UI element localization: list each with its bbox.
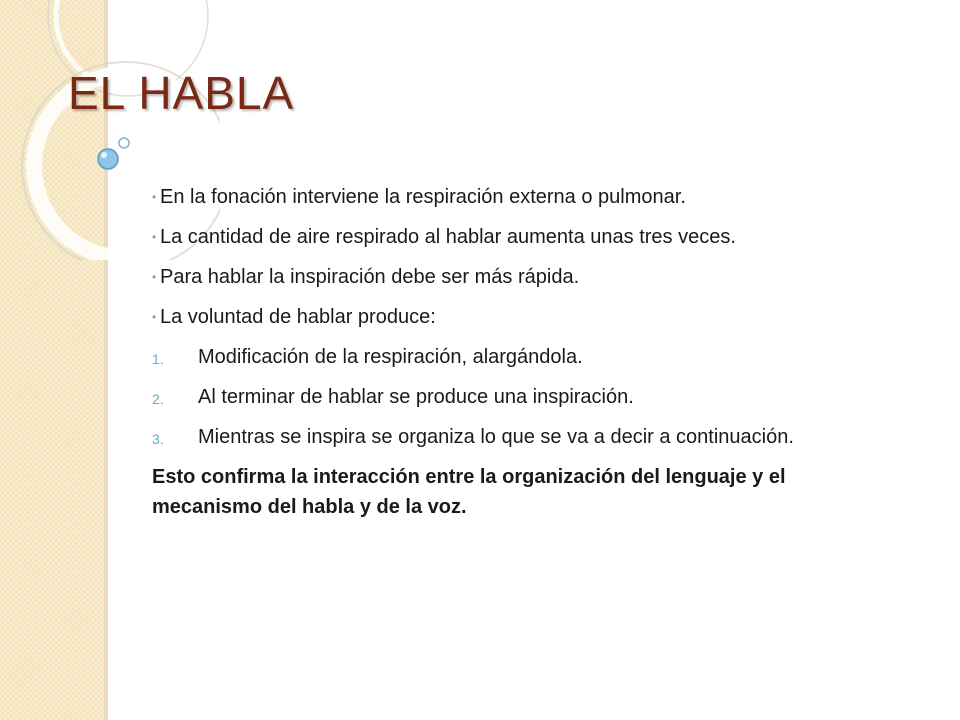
numbered-item [152,422,802,452]
bullet-item [152,262,802,292]
numbered-item [152,342,802,372]
bullet-text: Para hablar la inspiración debe ser más rápida. [160,266,580,288]
numbered-text: Modificación de la respiración, alargándola. [198,346,583,368]
numbered-item [152,382,802,412]
numbered-text: Al terminar de hablar se produce una inspiración. [198,386,634,408]
bullet-item [152,182,802,212]
slide-content [152,182,802,522]
bullet-dot-icon: • [152,230,157,244]
item-number: 2. [152,391,164,407]
item-number: 1. [152,351,164,367]
numbered-text: Mientras se inspira se organiza lo que se va a decir a continuación. [198,426,794,448]
conclusion-text: Esto confirma la interacción entre la organización del lenguaje y el mecanismo del habla y de la voz. [152,466,786,518]
bullet-text: La voluntad de hablar produce: [160,306,436,328]
bullet-text: En la fonación interviene la respiración externa o pulmonar. [160,186,686,208]
bullet-item [152,302,802,332]
item-number: 3. [152,431,164,447]
bullet-dot-icon: • [152,310,157,324]
bullet-dot-icon: • [152,190,157,204]
slide-title: EL HABLA [68,67,295,119]
bullet-text: La cantidad de aire respirado al hablar aumenta unas tres veces. [160,226,736,248]
bullet-item [152,222,802,252]
bullet-dot-icon: • [152,270,157,284]
